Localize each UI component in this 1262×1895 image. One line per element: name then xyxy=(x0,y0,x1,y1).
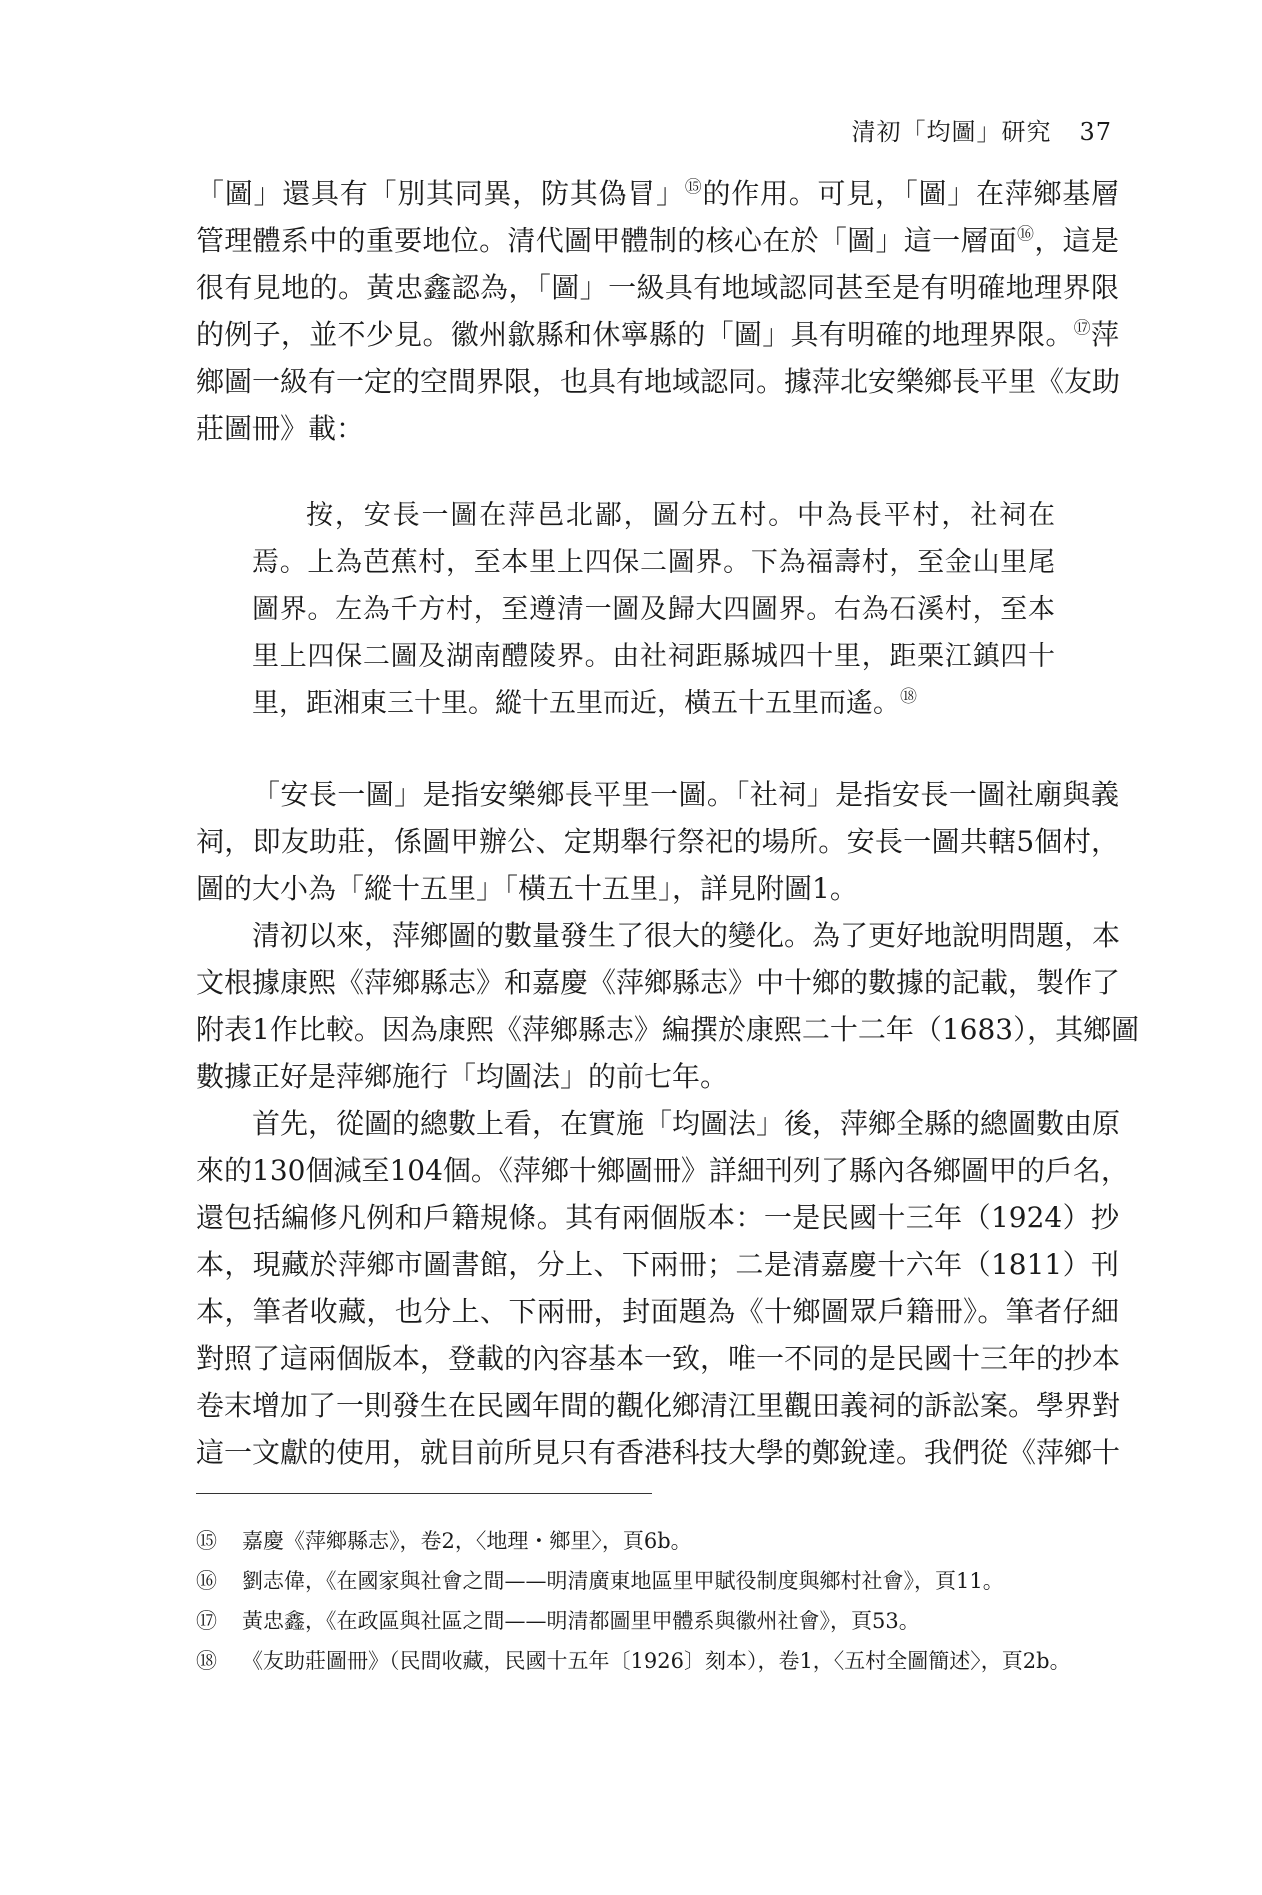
text-line: 卷末增加了一則發生在民國年間的觀化鄉清江里觀田義祠的訴訟案。學界對 xyxy=(196,1389,1121,1422)
footnote-text: 劉志偉，《在國家與社會之間——明清廣東地區里甲賦役制度與鄉村社會》，頁11。 xyxy=(242,1569,1004,1593)
footnotes xyxy=(196,1524,1119,1684)
footnote-text: 《友助莊圖冊》（民間收藏，民國十五年〔1926〕刻本），卷1，〈五村全圖簡述〉，頁2b。 xyxy=(242,1649,1071,1673)
text-line: 附表1作比較。因為康熙《萍鄉縣志》編撰於康熙二十二年（1683），其鄉圖 xyxy=(196,1013,1140,1046)
text-line: 莊圖冊》載： xyxy=(196,412,365,445)
text-line: 首先，從圖的總數上看，在實施「均圖法」後，萍鄉全縣的總圖數由原 xyxy=(252,1107,1121,1140)
footnote-divider xyxy=(196,1493,652,1494)
text-line: 本，筆者收藏，也分上、下兩冊，封面題為《十鄉圖眾戶籍冊》。筆者仔細 xyxy=(196,1295,1119,1328)
text-line: 「圖」還具有「別其同異，防其偽冒」⑮的作用。可見，「圖」在萍鄉基層 xyxy=(196,177,1119,210)
footnote-ref[interactable]: ⑮ xyxy=(684,177,703,198)
text-line: 本，現藏於萍鄉市圖書館，分上、下兩冊；二是清嘉慶十六年（1811）刊 xyxy=(196,1248,1119,1281)
footnote-mark: ⑮ xyxy=(196,1529,217,1553)
block-quote xyxy=(252,492,1055,727)
running-header xyxy=(851,112,1112,147)
footnote xyxy=(196,1644,1119,1678)
footnote-mark: ⑰ xyxy=(196,1609,217,1633)
footnote xyxy=(196,1604,1119,1638)
text-line: 「安長一圖」是指安樂鄉長平里一圖。「社祠」是指安長一圖社廟與義 xyxy=(252,778,1119,811)
text-line: 管理體系中的重要地位。清代圖甲體制的核心在於「圖」這一層面⑯，這是 xyxy=(196,224,1119,257)
footnote-text: 嘉慶《萍鄉縣志》，卷2，〈地理・鄉里〉，頁6b。 xyxy=(242,1529,692,1553)
footnote-mark: ⑱ xyxy=(196,1649,217,1673)
quote-line: 按，安長一圖在萍邑北鄙，圖分五村。中為長平村，社祠在 xyxy=(306,500,1055,531)
page-number: 37 xyxy=(1079,118,1112,146)
footnote-ref[interactable]: ⑱ xyxy=(900,687,917,707)
text-line: 數據正好是萍鄉施行「均圖法」的前七年。 xyxy=(196,1060,729,1093)
text-line: 的例子，並不少見。徽州歙縣和休寧縣的「圖」具有明確的地理界限。⑰萍 xyxy=(196,318,1119,351)
text-line: 來的130個減至104個。《萍鄉十鄉圖冊》詳細刊列了縣內各鄉圖甲的戶名， xyxy=(196,1154,1129,1187)
text-line: 這一文獻的使用，就目前所見只有香港科技大學的鄭銳達。我們從《萍鄉十 xyxy=(196,1436,1121,1469)
body-paragraph-1 xyxy=(196,170,1119,452)
text-line: 清初以來，萍鄉圖的數量發生了很大的變化。為了更好地說明問題，本 xyxy=(252,919,1121,952)
running-header-title: 清初「均圖」研究 xyxy=(851,118,1052,146)
text-line: 祠，即友助莊，係圖甲辦公、定期舉行祭祀的場所。安長一圖共轄5個村， xyxy=(196,825,1119,858)
quote-line: 圖界。左為千方村，至遵清一圖及歸大四圖界。右為石溪村，至本 xyxy=(252,594,1055,625)
text-line: 鄉圖一級有一定的空間界限，也具有地域認同。據萍北安樂鄉長平里《友助 xyxy=(196,365,1121,398)
footnote xyxy=(196,1524,1119,1558)
quote-line: 里，距湘東三十里。縱十五里而近，橫五十五里而遙。⑱ xyxy=(252,687,917,719)
footnote xyxy=(196,1564,1119,1598)
text-line: 圖的大小為「縱十五里」「橫五十五里」，詳見附圖1。 xyxy=(196,872,858,905)
footnote-text: 黃忠鑫，《在政區與社區之間——明清都圖里甲體系與徽州社會》，頁53。 xyxy=(242,1609,920,1633)
text-line: 很有見地的。黃忠鑫認為，「圖」一級具有地域認同甚至是有明確地理界限 xyxy=(196,271,1119,304)
text-line: 還包括編修凡例和戶籍規條。其有兩個版本：一是民國十三年（1924）抄 xyxy=(196,1201,1119,1234)
footnote-mark: ⑯ xyxy=(196,1569,217,1593)
footnote-ref[interactable]: ⑯ xyxy=(1017,224,1035,245)
text-line: 對照了這兩個版本，登載的內容基本一致，唯一不同的是民國十三年的抄本 xyxy=(196,1342,1121,1375)
quote-line: 焉。上為芭蕉村，至本里上四保二圖界。下為福壽村，至金山里尾 xyxy=(252,547,1055,578)
text-line: 文根據康熙《萍鄉縣志》和嘉慶《萍鄉縣志》中十鄉的數據的記載，製作了 xyxy=(196,966,1121,999)
footnote-ref[interactable]: ⑰ xyxy=(1073,318,1091,339)
body-paragraphs-2 xyxy=(196,771,1140,1476)
quote-line: 里上四保二圖及湖南醴陵界。由社祠距縣城四十里，距栗江鎮四十 xyxy=(252,641,1055,672)
